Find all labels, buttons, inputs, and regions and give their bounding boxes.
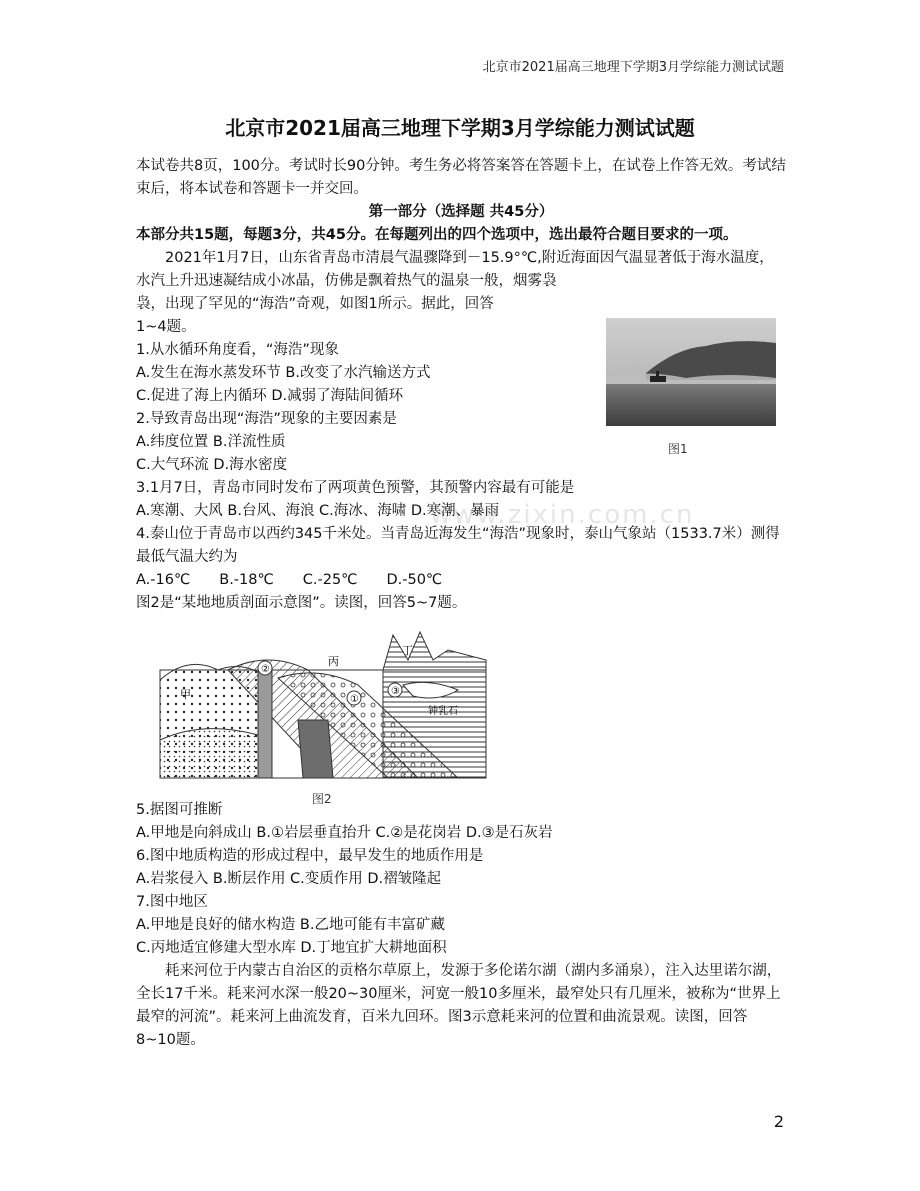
question-option: A.寒潮、大风 B.台风、海浪 C.海冰、海啸 D.寒潮、暴雨	[136, 503, 500, 519]
question-stem: 7.图中地区	[136, 894, 208, 910]
passage1-line2: 袅，出现了罕见的“海浩”奇观，如图1所示。据此，回答	[136, 296, 494, 312]
question-option: A.甲地是向斜成山 B.①岩层垂直抬升 C.②是花岗岩 D.③是石灰岩	[136, 825, 553, 841]
watermark: www.zixin.com.cn	[430, 500, 695, 530]
question-option: C.促进了海上内循环 D.减弱了海陆间循环	[136, 388, 404, 404]
intro-text: 本试卷共8页，100分。考试时长90分钟。考生务必将答案答在答题卡上，在试卷上作答无效。考试结束后，将本试卷和答题卡一并交回。	[136, 158, 786, 197]
document-title: 北京市2021届高三地理下学期3月学综能力测试试题	[225, 116, 695, 140]
label-jia: 甲	[180, 688, 191, 701]
label-two: ②	[261, 664, 270, 675]
question-stem: 5.据图可推断	[136, 802, 223, 818]
question-option: A.纬度位置 B.洋流性质	[136, 434, 286, 450]
question-option: A.岩浆侵入 B.断层作用 C.变质作用 D.褶皱隆起	[136, 871, 442, 887]
page-number: 2	[773, 1112, 784, 1131]
question-option: C.丙地适宜修建大型水库 D.丁地宜扩大耕地面积	[136, 940, 447, 956]
figure2-diagram	[158, 630, 488, 780]
page-header: 北京市2021届高三地理下学期3月学综能力测试试题	[482, 60, 784, 75]
question-option: A.发生在海水蒸发环节 B.改变了水汽输送方式	[136, 365, 431, 381]
document-body	[136, 155, 786, 1052]
figure1-photo	[606, 318, 776, 426]
label-ding: 丁	[402, 644, 413, 657]
section-title: 第一部分（选择题 共45分）	[368, 204, 554, 220]
figure1-caption: 图1	[668, 442, 688, 456]
label-bing: 丙	[328, 655, 339, 668]
label-one: ①	[350, 694, 359, 705]
question-stem: 4.泰山位于青岛市以西约345千米处。当青岛近海发生“海浩”现象时，泰山气象站（1533.7米）测得最低气温大约为	[136, 526, 780, 565]
question-option: A.-16℃ B.-18℃ C.-25℃ D.-50℃	[136, 572, 443, 588]
passage1-line3: 1~4题。	[136, 319, 196, 335]
section-instructions: 本部分共15题，每题3分，共45分。在每题列出的四个选项中，选出最符合题目要求的一项。	[136, 227, 738, 243]
question-stem: 3.1月7日，青岛市同时发布了两项黄色预警，其预警内容最有可能是	[136, 480, 575, 496]
question-option: A.甲地是良好的储水构造 B.乙地可能有丰富矿藏	[136, 917, 445, 933]
fig2-intro: 图2是“某地地质剖面示意图”。读图，回答5~7题。	[136, 595, 467, 611]
question-option: C.大气环流 D.海水密度	[136, 457, 288, 473]
label-stalactite: 钟乳石	[428, 706, 458, 717]
passage1-line1: 2021年1月7日，山东省青岛市清晨气温骤降到－15.9°℃,附近海面因气温显著低于海水温度，水汽上升迅速凝结成小冰晶，仿佛是飘着热气的温泉一般，烟雾袅	[136, 250, 774, 289]
passage2: 耗来河位于内蒙古自治区的贡格尔草原上，发源于多伦诺尔湖（湖内多涌泉），注入达里诺尔湖，全长17千米。耗来河水深一般20~30厘米，河宽一般10多厘米，最窄处只有几厘米，被称为“世界上最窄的河流”。耗来河上曲流发育，百米九回环。图3示意耗来河的位置和曲流景观。读图，回答8~10题。	[136, 963, 782, 1048]
figure2-caption: 图2	[312, 792, 332, 806]
question-stem: 1.从水循环角度看，“海浩”现象	[136, 342, 339, 358]
label-three: ③	[391, 686, 400, 697]
question-stem: 6.图中地质构造的形成过程中，最早发生的地质作用是	[136, 848, 484, 864]
question-stem: 2.导致青岛出现“海浩”现象的主要因素是	[136, 411, 397, 427]
